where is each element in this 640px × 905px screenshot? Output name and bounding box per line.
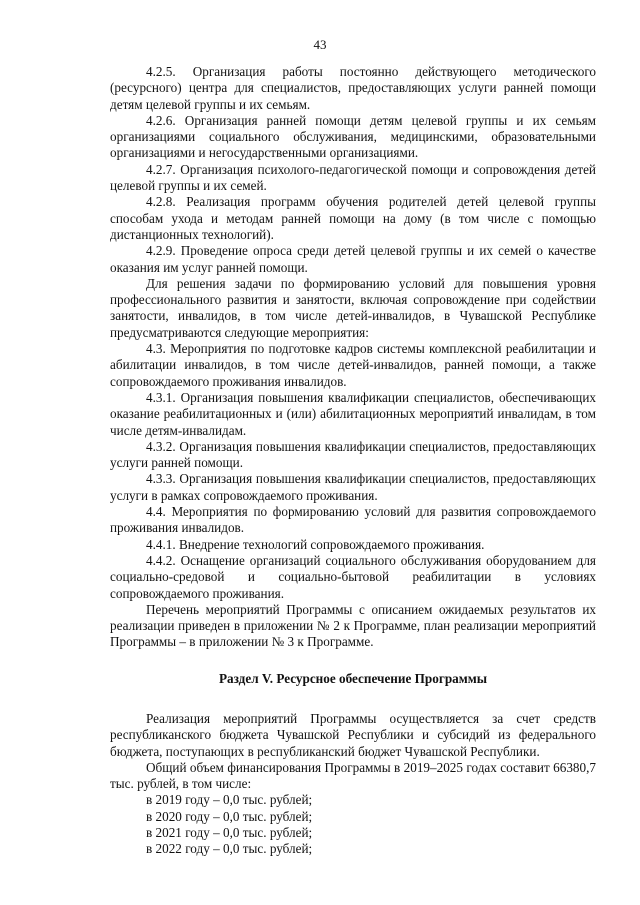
funding-by-year-list bbox=[110, 792, 596, 857]
paragraph-4-2-5: 4.2.5. Организация работы постоянно действующего методического (ресурсного) центра для специалистов, предоставляющих услуги ранней помощи детям целевой группы и их семьям. bbox=[110, 64, 596, 112]
paragraph-4-3-2: 4.3.2. Организация повышения квалификации специалистов, предоставляющих услуги ранней помощи. bbox=[110, 438, 596, 471]
paragraph-4-3-3: 4.3.3. Организация повышения квалификации специалистов, предоставляющих услуги в рамках сопровождаемого проживания. bbox=[110, 471, 596, 503]
paragraph-4-4-2: 4.4.2. Оснащение организаций социального обслуживания оборудованием для социально-средовой и социально-бытовой реабилитации в условиях сопровождаемого проживания. bbox=[110, 552, 596, 601]
paragraph-4-3: 4.3. Мероприятия по подготовке кадров системы комплексной реабилитации и абилитации инвалидов, в том числе детей-инвалидов, ранней помощи, а также сопровождаемого проживания инвалидов. bbox=[110, 341, 596, 389]
paragraph-funding-total: Общий объем финансирования Программы в 2019–2025 годах составит 66380,7 тыс. рублей, в том числе: bbox=[110, 759, 596, 792]
paragraph-4-4: 4.4. Мероприятия по формированию условий для развития сопровождаемого проживания инвалидов. bbox=[110, 504, 596, 536]
paragraph-4-4-1: 4.4.1. Внедрение технологий сопровождаемого проживания. bbox=[146, 536, 485, 552]
funding-year-item: в 2020 году – 0,0 тыс. рублей; bbox=[146, 808, 313, 824]
document-body bbox=[110, 64, 596, 858]
paragraph-4-2-8: 4.2.8. Реализация программ обучения родителей детей целевой группы способам ухода и методам ранней помощи на дому (в том числе с помощью дистанционных технологий). bbox=[110, 194, 596, 242]
paragraph-4-2-7: 4.2.7. Организация психолого-педагогической помощи и сопровождения детей целевой группы и их семей. bbox=[110, 161, 596, 194]
paragraph-4-2-6: 4.2.6. Организация ранней помощи детям целевой группы и их семьям организациями социального обслуживания, медицинскими, образовательными организациями и негосударственными организациями. bbox=[110, 112, 596, 161]
paragraph-4-2-9: 4.2.9. Проведение опроса среди детей целевой группы и их семей о качестве оказания им услуг ранней помощи. bbox=[110, 243, 596, 275]
paragraph-task-intro: Для решения задачи по формированию условий для повышения уровня профессионального развития и занятости, включая сопровождение при содействии занятости, инвалидов, в том числе детей-инвалидов, в Чувашской Республике предусматриваются следующие мероприятия: bbox=[110, 275, 596, 340]
page-number: 43 bbox=[313, 37, 327, 52]
paragraph-measures-list-reference: Перечень мероприятий Программы с описанием ожидаемых результатов их реализации приведен в приложении № 2 к Программе, план реализации мероприятий Программы – в приложении № 3 к Программе. bbox=[110, 601, 596, 650]
section-heading: Раздел V. Ресурсное обеспечение Программы bbox=[218, 670, 488, 686]
paragraph-4-3-1: 4.3.1. Организация повышения квалификации специалистов, обеспечивающих оказание реабилитационных и (или) абилитационных мероприятий инвалидам, в том числе детям-инвалидам. bbox=[110, 389, 596, 438]
paragraph-funding-sources: Реализация мероприятий Программы осуществляется за счет средств республиканского бюджета Чувашской Республики и субсидий из федерального бюджета, поступающих в республиканский бюджет Чувашской Республики. bbox=[110, 710, 596, 759]
funding-year-item: в 2022 году – 0,0 тыс. рублей; bbox=[146, 841, 313, 857]
funding-year-item: в 2019 году – 0,0 тыс. рублей; bbox=[146, 792, 313, 808]
funding-year-item: в 2021 году – 0,0 тыс. рублей; bbox=[146, 825, 313, 841]
